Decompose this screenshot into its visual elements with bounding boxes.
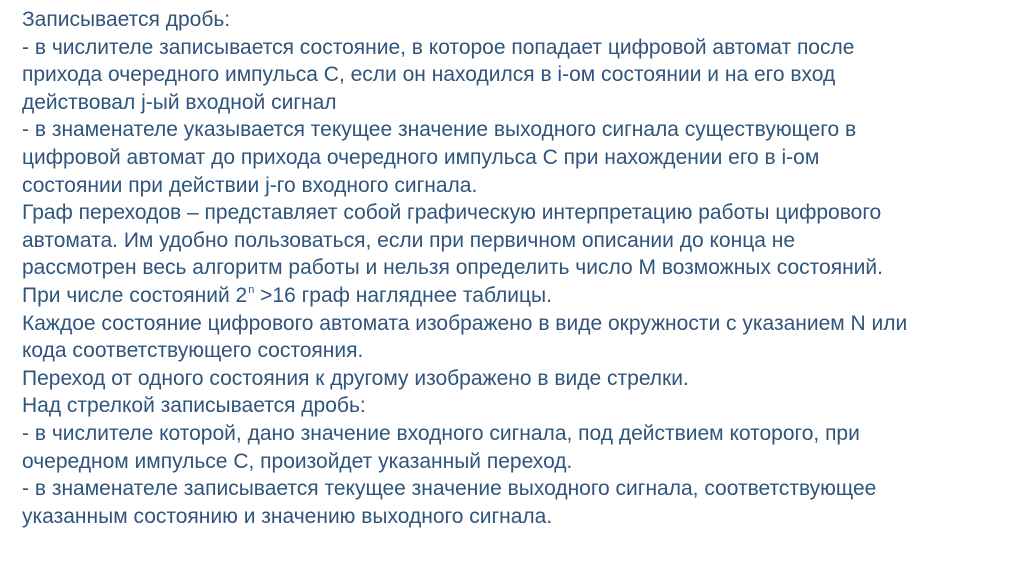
text-line: - в числителе записывается состояние, в которое попадает цифровой автомат после — [22, 35, 855, 59]
text-line: Каждое состояние цифрового автомата изображено в виде окружности с указанием N или — [22, 311, 908, 335]
text-line: цифровой автомат до прихода очередного импульса С при нахождении его в i-ом — [22, 145, 820, 169]
text-line: Переход от одного состояния к другому изображено в виде стрелки. — [22, 366, 689, 390]
text-line: автомата. Им удобно пользоваться, если при первичном описании до конца не — [22, 228, 796, 252]
text-line: очередном импульсе С, произойдет указанный переход. — [22, 449, 573, 473]
text-line: рассмотрен весь алгоритм работы и нельзя определить число М возможных состояний. — [22, 256, 883, 280]
slide-text-body — [22, 6, 1017, 530]
text-line: Граф переходов – представляет собой графическую интерпретацию работы цифрового — [22, 201, 882, 225]
text-line: - в числителе которой, дано значение входного сигнала, под действием которого, при — [22, 421, 860, 445]
text-line: Записывается дробь: — [22, 8, 231, 31]
states-count-suffix: >16 граф нагляднее таблицы. — [254, 283, 552, 307]
states-count-prefix: При числе состояний 2 — [22, 283, 248, 307]
text-line: - в знаменателе указывается текущее значение выходного сигнала существующего в — [22, 118, 857, 142]
states-count-line — [22, 282, 1017, 310]
text-line: указанным состоянию и значению выходного сигнала. — [22, 504, 553, 528]
text-line: состоянии при действии j-го входного сигнала. — [22, 173, 478, 197]
text-line: прихода очередного импульса С, если он находился в i-ом состоянии и на его вход — [22, 63, 836, 87]
text-line: - в знаменателе записывается текущее значение выходного сигнала, соответствующее — [22, 477, 877, 501]
text-line: действовал j-ый входной сигнал — [22, 90, 337, 114]
text-line: кода соответствующего состояния. — [22, 339, 364, 363]
text-line: Над стрелкой записывается дробь: — [22, 394, 366, 418]
states-count-exponent: n — [248, 283, 255, 296]
